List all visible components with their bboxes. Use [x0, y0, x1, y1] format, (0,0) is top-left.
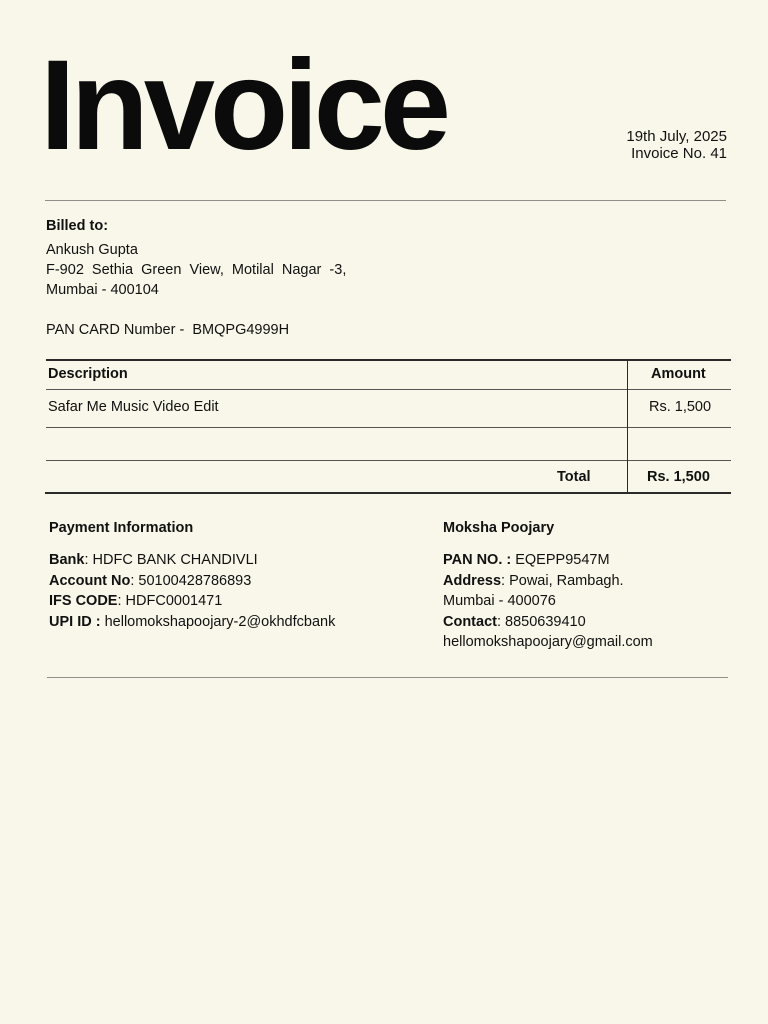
line-item-description: Safar Me Music Video Edit	[48, 399, 219, 415]
table-total-divider	[46, 460, 731, 461]
table-header-divider	[46, 389, 731, 390]
issuer-contact-label: Contact	[443, 613, 497, 630]
client-address-line1: F-902 Sethia Green View, Motilal Nagar -3,	[46, 262, 347, 278]
issuer-name: Moksha Poojary	[443, 520, 555, 536]
column-header-description: Description	[48, 366, 128, 382]
client-name: Ankush Gupta	[46, 242, 138, 258]
footer-divider	[47, 677, 728, 678]
billed-to-section	[46, 216, 346, 340]
ifs-value: : HDFC0001471	[117, 593, 223, 610]
header-divider	[45, 200, 726, 201]
table-bottom-border	[45, 492, 731, 494]
invoice-number: Invoice No. 41	[631, 145, 727, 162]
account-value: : 50100428786893	[130, 572, 252, 589]
table-row-divider	[46, 427, 731, 428]
issuer-email: hellomokshapoojary@gmail.com	[443, 634, 653, 651]
issuer-address-label: Address	[443, 572, 502, 589]
table-top-border	[46, 359, 731, 361]
bank-value: : HDFC BANK CHANDIVLI	[84, 552, 258, 569]
bank-label: Bank	[49, 552, 85, 569]
total-value: Rs. 1,500	[647, 469, 710, 485]
client-pan: PAN CARD Number - BMQPG4999H	[46, 322, 290, 338]
ifs-label: IFS CODE	[49, 593, 118, 610]
invoice-meta	[626, 128, 727, 162]
column-header-amount: Amount	[651, 366, 706, 382]
invoice-table	[46, 359, 731, 494]
bank-row	[49, 550, 335, 570]
invoice-date: 19th July, 2025	[626, 128, 727, 145]
issuer-address-line2: Mumbai - 400076	[443, 593, 556, 610]
ifs-row	[49, 591, 335, 611]
issuer-contact-value: : 8850639410	[496, 613, 586, 630]
line-item-amount: Rs. 1,500	[649, 399, 712, 415]
upi-row	[49, 612, 335, 632]
issuer-pan-row	[443, 550, 653, 570]
issuer-details	[443, 518, 653, 652]
invoice-title: Invoice	[40, 34, 447, 177]
issuer-pan-value: EQEPP9547M	[511, 552, 610, 569]
client-address-line2: Mumbai - 400104	[46, 282, 159, 298]
table-column-divider	[627, 359, 628, 494]
billed-to-heading: Billed to:	[46, 218, 109, 234]
upi-value: hellomokshapoojary-2@okhdfcbank	[100, 613, 336, 630]
payment-heading: Payment Information	[49, 520, 194, 536]
issuer-pan-label: PAN NO. :	[443, 552, 512, 569]
account-row	[49, 571, 335, 591]
issuer-address-value: : Powai, Rambagh.	[501, 572, 624, 589]
upi-label: UPI ID :	[49, 613, 101, 630]
issuer-contact-row	[443, 612, 653, 632]
account-label: Account No	[49, 572, 131, 589]
total-label: Total	[557, 469, 591, 485]
issuer-address-row	[443, 571, 653, 591]
payment-information	[49, 518, 335, 632]
